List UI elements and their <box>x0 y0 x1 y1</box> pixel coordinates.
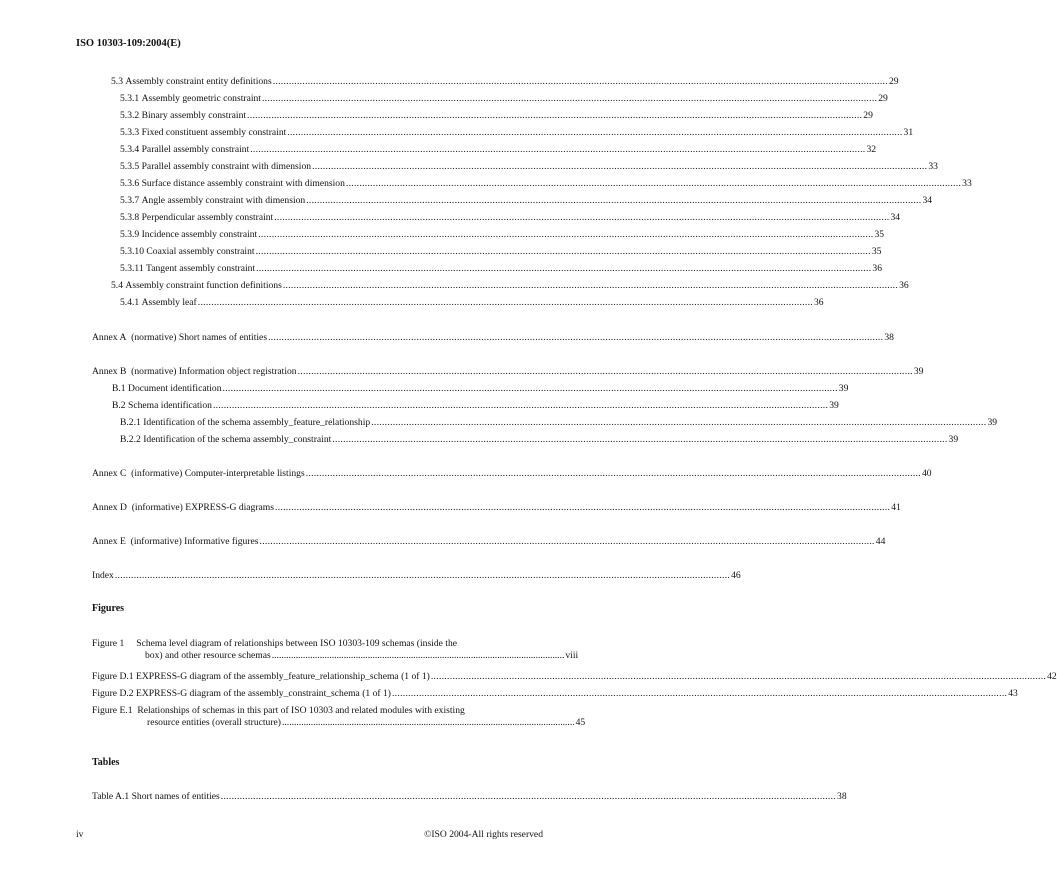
toc-entry-number: 5.3.1 <box>120 93 140 104</box>
figure-title-line2: resource entities (overall structure) <box>147 717 281 728</box>
leader-dots: .......................................................................................................................... <box>271 650 565 661</box>
toc-entry-annex-c[interactable] <box>92 468 932 480</box>
toc-entry[interactable] <box>112 383 849 395</box>
toc-entry-page: 34 <box>890 212 901 223</box>
toc-entry-annex-d[interactable] <box>92 502 901 514</box>
toc-entry-annex-e[interactable] <box>92 536 886 548</box>
toc-entry[interactable] <box>120 263 882 275</box>
figure-number: Figure 1 <box>92 638 125 649</box>
leader-dots <box>221 791 836 803</box>
figure-entry-line1 <box>92 705 543 717</box>
leader-dots <box>306 195 921 207</box>
toc-entry-page: 34 <box>922 195 933 206</box>
toc-entry-title: Assembly geometric constraint <box>141 93 261 104</box>
figure-entry-line2 <box>92 717 586 729</box>
leader-dots <box>198 297 813 309</box>
figure-title-line2: box) and other resource schemas <box>145 650 271 661</box>
toc-entry-number: 5.3.4 <box>120 144 140 155</box>
toc-entry-title: (informative) Informative figures <box>130 536 259 547</box>
figure-entry[interactable] <box>92 705 586 729</box>
toc-entry-number: 5.3 <box>111 76 123 87</box>
toc-entry-number: B.1 <box>112 383 126 394</box>
toc-entry-number: 5.3.2 <box>120 110 140 121</box>
leader-dots <box>275 502 890 514</box>
toc-entry-number: 5.3.10 <box>120 246 144 257</box>
toc-entry-number: 5.3.3 <box>120 127 140 138</box>
toc-entry-number: 5.3.8 <box>120 212 140 223</box>
toc-entry-title: Surface distance assembly constraint with dimension <box>141 178 345 189</box>
leader-dots <box>306 468 921 480</box>
toc-entry-page: 33 <box>928 161 938 172</box>
toc-entry-page: 36 <box>899 280 909 291</box>
toc-entry-page: 39 <box>829 400 839 411</box>
toc-entry-title: (normative) Short names of entities <box>131 332 268 343</box>
toc-entry-page: 36 <box>872 263 882 274</box>
toc-entry[interactable] <box>112 400 839 412</box>
figure-entry-line2 <box>92 650 579 662</box>
toc-entry-number: B.2.2 <box>120 434 141 445</box>
toc-entry-title: Assembly leaf <box>141 297 197 308</box>
toc-entry[interactable] <box>120 93 888 105</box>
leader-dots <box>250 144 865 156</box>
leader-dots <box>273 76 888 88</box>
toc-entry-title: (informative) Computer-interpretable listings <box>131 468 305 479</box>
table-title: Short names of entities <box>131 791 220 802</box>
figure-page: 42 <box>1047 671 1057 682</box>
leader-dots <box>115 570 730 582</box>
figure-entry[interactable] <box>92 671 1057 683</box>
toc-entry-number: B.2 <box>112 400 126 411</box>
leader-dots <box>371 417 986 429</box>
leader-dots <box>332 434 947 446</box>
leader-dots <box>268 332 883 344</box>
toc-entry-number: 5.3.6 <box>120 178 140 189</box>
leader-dots <box>346 178 961 190</box>
toc-entry-title: (informative) EXPRESS-G diagrams <box>131 502 274 513</box>
toc-entry[interactable] <box>120 229 885 241</box>
figure-title-line1: Relationships of schemas in this part of ISO 10303 and related modules with existing <box>137 705 465 716</box>
figure-entry-line1 <box>92 638 543 650</box>
toc-entry[interactable] <box>120 297 824 309</box>
toc-entry-number: Annex C <box>92 468 127 479</box>
figure-title: EXPRESS-G diagram of the assembly_feature_relationship_schema (1 of 1) <box>135 671 430 682</box>
leader-dots <box>431 671 1046 683</box>
toc-entry-page: 44 <box>875 536 886 547</box>
leader-dots <box>287 127 902 139</box>
tables-heading: Tables <box>92 757 120 768</box>
toc-entry-number: 5.3.5 <box>120 161 140 172</box>
figure-number: Figure D.1 <box>92 671 134 682</box>
toc-entry[interactable] <box>120 161 938 173</box>
table-entry[interactable] <box>92 791 847 803</box>
leader-dots <box>247 110 862 122</box>
toc-entry-title: Assembly constraint function definitions <box>125 280 282 291</box>
toc-entry-title: Parallel assembly constraint with dimension <box>141 161 312 172</box>
leader-dots <box>392 688 1007 700</box>
toc-entry-page: 32 <box>866 144 877 155</box>
toc-entry[interactable] <box>111 280 909 292</box>
toc-entry-index[interactable] <box>92 570 741 582</box>
toc-entry[interactable] <box>120 246 882 258</box>
toc-entry-number: 5.4.1 <box>120 297 140 308</box>
toc-entry-title: Schema identification <box>128 400 212 411</box>
toc-entry-page: 33 <box>962 178 972 189</box>
toc-entry-number: 5.3.9 <box>120 229 140 240</box>
toc-entry-annex-b[interactable] <box>92 366 924 378</box>
figure-entry[interactable] <box>92 688 1018 700</box>
toc-entry-number: 5.3.11 <box>120 263 144 274</box>
toc-entry[interactable] <box>120 127 914 139</box>
toc-entry-number: Annex E <box>92 536 126 547</box>
toc-entry-page: 36 <box>814 297 824 308</box>
toc-entry-number: Annex B <box>92 366 127 377</box>
toc-entry-number: 5.4 <box>111 280 123 291</box>
toc-entry[interactable] <box>120 212 901 224</box>
toc-entry-title: Coaxial assembly constraint <box>146 246 255 257</box>
toc-entry-page: 38 <box>884 332 894 343</box>
figure-entry[interactable] <box>92 638 579 662</box>
toc-entry-title: Tangent assembly constraint <box>146 263 256 274</box>
leader-dots <box>274 212 889 224</box>
page-number: iv <box>76 829 84 840</box>
toc-entry-title: Perpendicular assembly constraint <box>141 212 274 223</box>
document-id-header: ISO 10303-109:2004(E) <box>76 38 181 49</box>
toc-entry-page: 31 <box>903 127 914 138</box>
toc-entry-title: (normative) Information object registration <box>131 366 297 377</box>
leader-dots <box>298 366 913 378</box>
figure-title: EXPRESS-G diagram of the assembly_constraint_schema (1 of 1) <box>135 688 391 699</box>
toc-entry-number: 5.3.7 <box>120 195 140 206</box>
toc-entry-page: 39 <box>987 417 998 428</box>
figure-number: Figure E.1 <box>92 705 133 716</box>
copyright-notice: ©ISO 2004-All rights reserved <box>424 829 543 840</box>
table-number: Table A.1 <box>92 791 130 802</box>
toc-entry-title: Fixed constituent assembly constraint <box>141 127 287 138</box>
toc-entry-page: 39 <box>948 434 959 445</box>
toc-entry-title: Binary assembly constraint <box>141 110 247 121</box>
leader-dots <box>312 161 927 173</box>
leader-dots: .......................................................................................................................... <box>282 717 575 728</box>
toc-entry[interactable] <box>111 76 899 88</box>
toc-entry-title: Incidence assembly constraint <box>141 229 258 240</box>
leader-dots <box>223 383 838 395</box>
toc-entry-number: Annex D <box>92 502 127 513</box>
toc-entry[interactable] <box>120 144 877 156</box>
toc-entry[interactable] <box>120 178 972 190</box>
toc-entry-title: Document identification <box>128 383 222 394</box>
toc-entry-page: 35 <box>871 246 882 257</box>
toc-entry-page: 39 <box>838 383 849 394</box>
toc-entry[interactable] <box>120 195 933 207</box>
toc-entry-title: Angle assembly constraint with dimension <box>141 195 306 206</box>
toc-entry-page: 29 <box>888 76 899 87</box>
toc-entry[interactable] <box>120 417 998 429</box>
toc-entry-title: Assembly constraint entity definitions <box>125 76 272 87</box>
leader-dots <box>262 93 877 105</box>
leader-dots <box>283 280 898 292</box>
figure-number: Figure D.2 <box>92 688 134 699</box>
toc-entry-number: B.2.1 <box>120 417 141 428</box>
figure-page: 43 <box>1008 688 1018 699</box>
toc-entry-page: 39 <box>913 366 924 377</box>
toc-entry[interactable] <box>120 110 873 122</box>
leader-dots <box>258 229 873 241</box>
figure-page: viii <box>565 650 579 661</box>
toc-entry-title: Parallel assembly constraint <box>141 144 250 155</box>
leader-dots <box>213 400 828 412</box>
toc-entry-page: 35 <box>874 229 885 240</box>
toc-entry-annex-a[interactable] <box>92 332 894 344</box>
toc-entry[interactable] <box>120 434 959 446</box>
toc-entry-title: Identification of the schema assembly_constraint <box>143 434 332 445</box>
table-page: 38 <box>837 791 847 802</box>
figure-title-line1: Schema level diagram of relationships between ISO 10303-109 schemas (inside the <box>136 638 458 649</box>
leader-dots <box>256 246 871 258</box>
toc-entry-title: Index <box>92 570 114 581</box>
figures-heading: Figures <box>92 603 125 614</box>
toc-entry-page: 29 <box>878 93 888 104</box>
leader-dots <box>256 263 871 275</box>
toc-entry-title: Identification of the schema assembly_feature_relationship <box>143 417 371 428</box>
leader-dots <box>260 536 875 548</box>
toc-entry-page: 40 <box>921 468 932 479</box>
toc-entry-number: Annex A <box>92 332 127 343</box>
toc-entry-page: 29 <box>863 110 873 121</box>
toc-entry-page: 46 <box>731 570 741 581</box>
figure-page: 45 <box>575 717 586 728</box>
toc-entry-page: 41 <box>891 502 901 513</box>
